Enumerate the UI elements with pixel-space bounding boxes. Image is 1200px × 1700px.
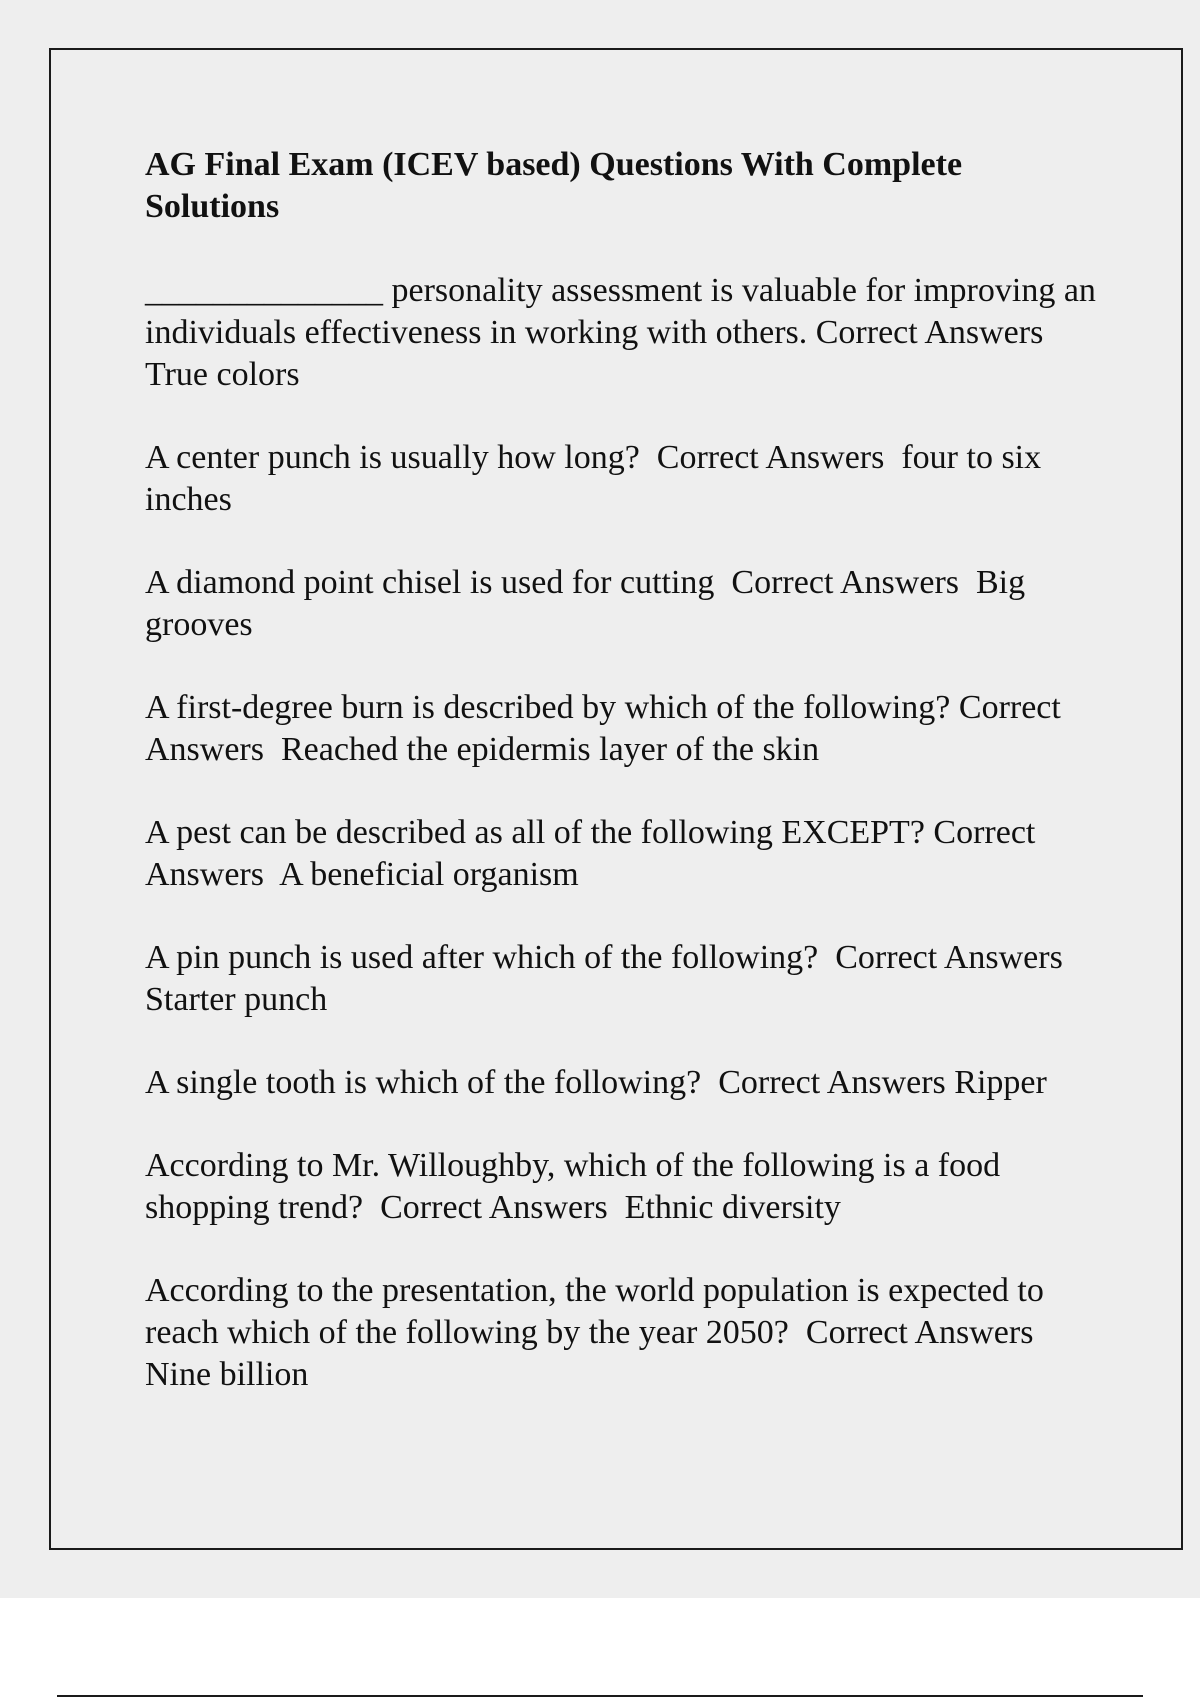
footer-rule bbox=[57, 1695, 1143, 1697]
qa-list bbox=[145, 270, 1105, 1437]
qa-item: A diamond point chisel is used for cutting Correct Answers Big grooves bbox=[145, 564, 1034, 643]
qa-item: According to Mr. Willoughby, which of the following is a food shopping trend? Correct Answers Ethnic diversity bbox=[145, 1147, 1009, 1226]
qa-item: According to the presentation, the world population is expected to reach which of the following by the year 2050? Correct Answers Nine billion bbox=[145, 1272, 1053, 1393]
document-title: AG Final Exam (ICEV based) Questions With Complete Solutions bbox=[145, 146, 963, 225]
qa-item: A pin punch is used after which of the following? Correct Answers Starter punch bbox=[145, 939, 1080, 1018]
qa-item: ______________ personality assessment is valuable for improving an individuals effectiveness in working with others. Correct Answers True colors bbox=[145, 272, 1105, 393]
qa-item: A first-degree burn is described by which of the following? Correct Answers Reached the epidermis layer of the skin bbox=[145, 689, 1068, 768]
qa-item: A center punch is usually how long? Correct Answers four to six inches bbox=[145, 439, 1050, 518]
qa-item: A pest can be described as all of the following EXCEPT? Correct Answers A beneficial organism bbox=[145, 814, 1042, 893]
qa-item: A single tooth is which of the following? Correct Answers Ripper bbox=[145, 1064, 1047, 1101]
